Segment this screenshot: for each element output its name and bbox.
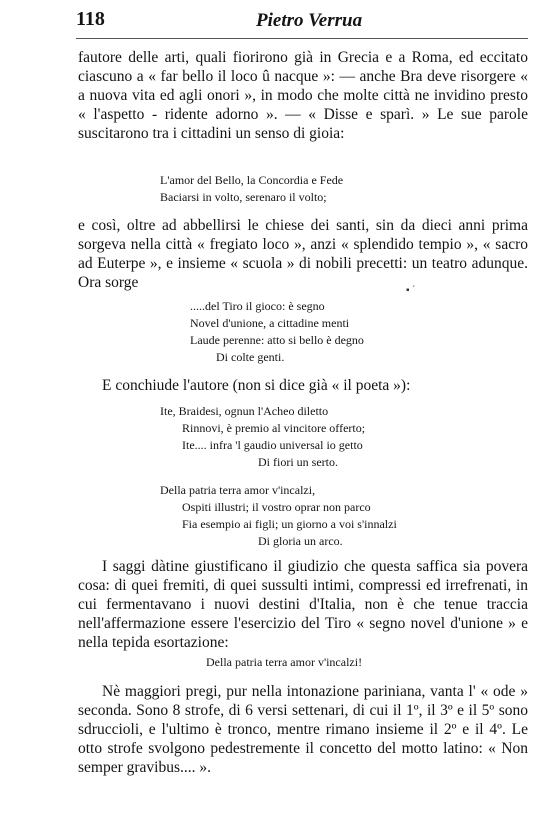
verse-line: Baciarsi in volto, serenaro il volto;	[160, 190, 327, 204]
verse-line: Ite.... infra 'l gaudio universal io getto	[182, 438, 363, 452]
verse-block-4	[160, 482, 397, 550]
page-number: 118	[76, 8, 105, 30]
verse-line: Ospiti illustri; il vostro oprar non parco	[182, 500, 371, 514]
page-header	[0, 6, 550, 36]
paragraph-4: I saggi dàtine giustificano il giudizio che questa saffica sia povera cosa: di quei fremiti, di quei sussulti intimi, compressi ed irrefrenati, in cui fermentavano i nuovi destini d'Italia, non è che tenue traccia nell'affermazione essere l'esercizio del Tiro « segno novel d'unione » e nella tepida esortazione:	[78, 558, 528, 651]
print-speck: ▪ ˊ	[406, 285, 416, 296]
paragraph-1: fautore delle arti, quali fiorirono già in Grecia e a Roma, ed eccitato ciascuno a « far bello il loco û nacque »: — anche Bra deve risorgere « a nuova vita ed agli onori », in modo che molte città ne invidino presto « l'aspetto - ridente adorno ». — « Disse e sparì. » Le sue parole suscitarono tra i cittadini un senso di gioia:	[78, 49, 528, 142]
paragraph-2: e così, oltre ad abbellirsi le chiese dei santi, sin da dieci anni prima sorgeva nella città « fregiato loco », anzi « splendido tempio », « sacro ad Euterpe », e insieme « scuola » di nobili precetti: un teatro adunque. Ora sorge	[78, 217, 528, 291]
verse-line: .....del Tiro il gioco: è segno	[190, 299, 325, 313]
verse-block-2	[190, 298, 364, 366]
verse-line: Della patria terra amor v'incalzi,	[160, 483, 316, 497]
verse-block-3	[160, 403, 365, 471]
verse-line: Ite, Braidesi, ognun l'Acheo diletto	[160, 404, 329, 418]
header-rule	[76, 38, 528, 39]
paragraph-5: Nè maggiori pregi, pur nella intonazione pariniana, vanta l' « ode » seconda. Sono 8 strofe, di 6 versi settenari, di cui il 1º, il 3º e il 5º sono sdruccioli, e l'ultimo è tronco, mentre rimano insieme il 2º e il 4º. Le otto strofe svolgono pedestremente il concetto del motto latino: « Non semper gravibus.... ».	[78, 683, 528, 776]
verse-line: Fia esempio ai figli; un giorno a voi s'innalzi	[182, 517, 397, 531]
quoted-verse: Della patria terra amor v'incalzi!	[206, 655, 363, 669]
verse-line: Di gloria un arco.	[258, 534, 343, 548]
verse-block-1	[160, 172, 343, 206]
verse-line: Di colte genti.	[216, 350, 285, 364]
verse-line: L'amor del Bello, la Concordia e Fede	[160, 173, 344, 187]
paragraph-3: E conchiude l'autore (non si dice già « il poeta »):	[102, 377, 411, 394]
verse-line: Di fiori un serto.	[258, 455, 338, 469]
verse-line: Laude perenne: atto si bello è degno	[190, 333, 364, 347]
running-head: Pietro Verrua	[256, 10, 363, 31]
verse-line: Rinnovi, è premio al vincitore offerto;	[182, 421, 366, 435]
verse-line: Novel d'unione, a cittadine menti	[190, 316, 350, 330]
